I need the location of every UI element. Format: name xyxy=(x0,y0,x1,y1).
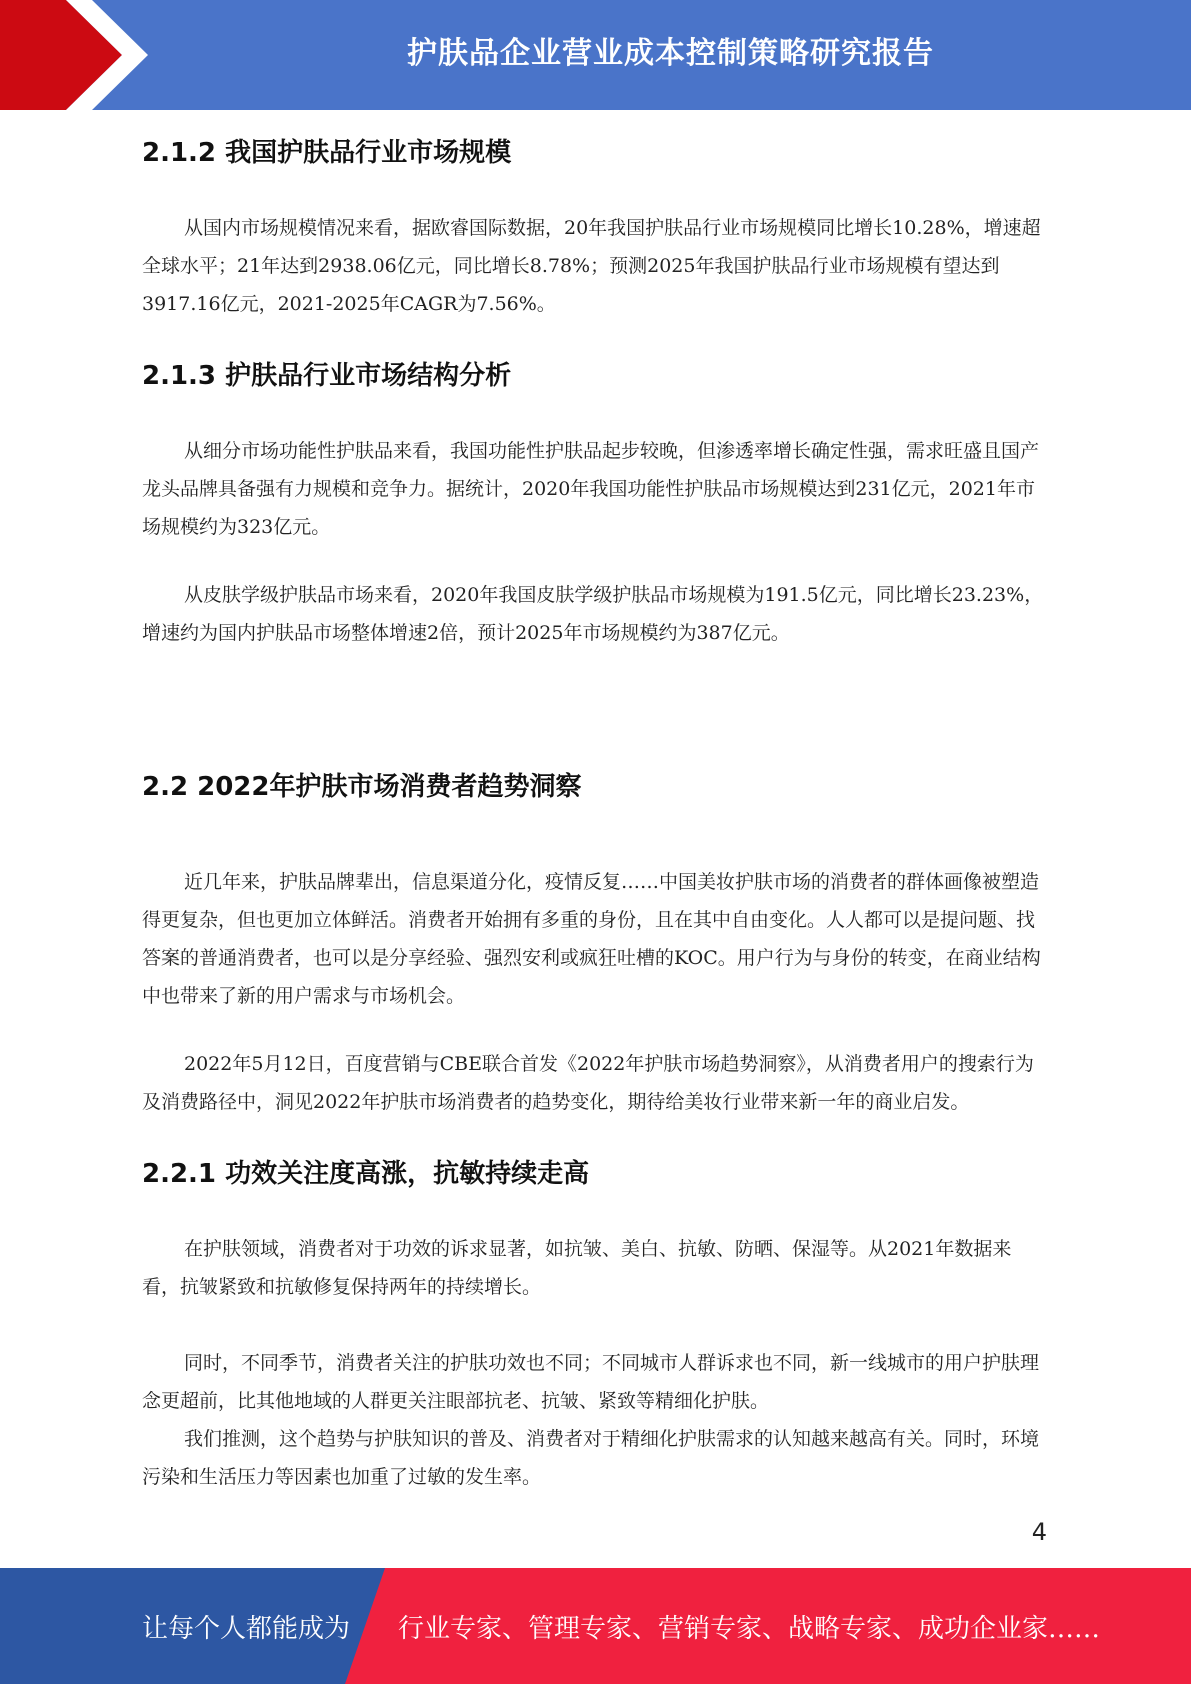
footer-slogan-left: 让每个人都能成为 xyxy=(142,1613,351,1644)
paragraph: 我们推测，这个趋势与护肤知识的普及、消费者对于精细化护肤需求的认知越来越高有关。同时，环境污染和生活压力等因素也加重了过敏的发生率。 xyxy=(142,1428,1040,1488)
page-content xyxy=(142,118,1047,1496)
footer-slogan-right: 行业专家、管理专家、营销专家、战略专家、成功企业家…… xyxy=(398,1613,1101,1644)
header-chevron-decoration xyxy=(0,0,160,110)
paragraph: 在护肤领域，消费者对于功效的诉求显著，如抗皱、美白、抗敏、防晒、保湿等。从2021年数据来看，抗皱紧致和抗敏修复保持两年的持续增长。 xyxy=(142,1238,1012,1298)
paragraph: 2022年5月12日，百度营销与CBE联合首发《2022年护肤市场趋势洞察》，从消费者用户的搜索行为及消费路径中，洞见2022年护肤市场消费者的趋势变化，期待给美妆行业带来新一年的商业启发。 xyxy=(142,1053,1034,1113)
paragraph: 同时，不同季节，消费者关注的护肤功效也不同；不同城市人群诉求也不同，新一线城市的用户护肤理念更超前，比其他地域的人群更关注眼部抗老、抗皱、紧致等精细化护肤。 xyxy=(142,1352,1040,1412)
report-title: 护肤品企业营业成本控制策略研究报告 xyxy=(407,36,934,71)
paragraph: 从国内市场规模情况来看，据欧睿国际数据，20年我国护肤品行业市场规模同比增长10.28%，增速超全球水平；21年达到2938.06亿元，同比增长8.78%；预测2025年我国护肤品行业市场规模有望达到3917.16亿元，2021-2025年CAGR为7.56%。 xyxy=(142,217,1041,315)
paragraph: 从皮肤学级护肤品市场来看，2020年我国皮肤学级护肤品市场规模为191.5亿元，同比增长23.23%，增速约为国内护肤品市场整体增速2倍，预计2025年市场规模约为387亿元。 xyxy=(142,584,1044,644)
section-heading-2-2: 2.2 2022年护肤市场消费者趋势洞察 xyxy=(142,772,582,802)
section-heading-2-1-3: 2.1.3 护肤品行业市场结构分析 xyxy=(142,361,512,391)
paragraph: 近几年来，护肤品牌辈出，信息渠道分化，疫情反复……中国美妆护肤市场的消费者的群体画像被塑造得更复杂，但也更加立体鲜活。消费者开始拥有多重的身份，且在其中自由变化。人人都可以是提问题、找答案的普通消费者，也可以是分享经验、强烈安利或疯狂吐槽的KOC。用户行为与身份的转变，在商业结构中也带来了新的用户需求与市场机会。 xyxy=(142,871,1041,1007)
page-number: 4 xyxy=(1031,1518,1047,1546)
page-footer xyxy=(0,1568,1191,1684)
paragraph: 从细分市场功能性护肤品来看，我国功能性护肤品起步较晚，但渗透率增长确定性强，需求旺盛且国产龙头品牌具备强有力规模和竞争力。据统计，2020年我国功能性护肤品市场规模达到231亿元，2021年市场规模约为323亿元。 xyxy=(142,440,1040,538)
section-heading-2-2-1: 2.2.1 功效关注度高涨，抗敏持续走高 xyxy=(142,1159,590,1189)
section-heading-2-1-2: 2.1.2 我国护肤品行业市场规模 xyxy=(142,138,512,168)
page-header xyxy=(0,0,1191,110)
